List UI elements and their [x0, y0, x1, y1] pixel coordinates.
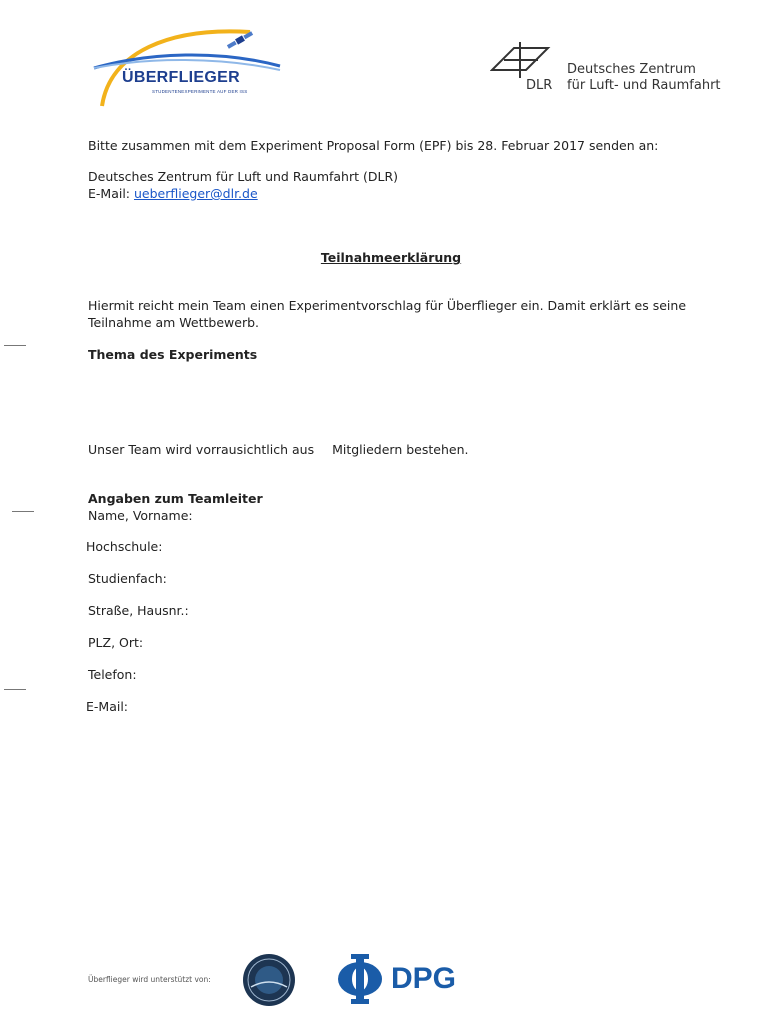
margin-mark — [12, 511, 34, 512]
dpg-wordmark: DPG — [391, 962, 457, 995]
dpg-logo — [333, 951, 463, 1007]
submission-instruction: Bitte zusammen mit dem Experiment Proposal Form (EPF) bis 28. Februar 2017 senden an: — [88, 138, 659, 153]
recipient-organization: Deutsches Zentrum für Luft und Raumfahrt (DLR) — [88, 169, 399, 184]
dlr-emblem-icon — [490, 40, 560, 80]
margin-mark — [4, 345, 26, 346]
field-email: E-Mail: — [86, 699, 129, 714]
leader-heading: Angaben zum Teamleiter — [88, 491, 263, 506]
team-size-suffix: Mitgliedern bestehen. — [332, 442, 469, 457]
form-title: Teilnahmeerklärung — [320, 250, 462, 265]
statement-line-2: Teilnahme am Wettbewerb. — [88, 315, 260, 330]
email-label: E-Mail: — [88, 186, 134, 201]
sponsor-seal-logo — [241, 953, 297, 1007]
dlr-name-line2: für Luft- und Raumfahrt — [567, 78, 721, 93]
field-phone: Telefon: — [88, 667, 137, 682]
recipient-email-line — [88, 185, 258, 202]
team-size-sentence — [88, 441, 469, 458]
field-street: Straße, Hausnr.: — [88, 603, 189, 618]
statement-line-1: Hiermit reicht mein Team einen Experimentvorschlag für Überflieger ein. Damit erklärt es seine — [88, 298, 687, 313]
ueberflieger-arc-graphic — [90, 22, 290, 112]
ueberflieger-wordmark: ÜBERFLIEGER — [122, 69, 240, 86]
dlr-name-line1: Deutsches Zentrum — [567, 62, 696, 77]
team-size-prefix: Unser Team wird vorrausichtlich aus — [88, 442, 315, 457]
dlr-logo — [490, 40, 740, 100]
field-name: Name, Vorname: — [88, 508, 193, 523]
ueberflieger-tagline: STUDENTENEXPERIMENTE AUF DER ISS — [152, 89, 248, 94]
topic-heading: Thema des Experiments — [88, 347, 258, 362]
field-postcode-city: PLZ, Ort: — [88, 635, 144, 650]
field-university: Hochschule: — [86, 539, 163, 554]
email-link[interactable]: ueberflieger@dlr.de — [133, 186, 258, 201]
field-subject: Studienfach: — [88, 571, 167, 586]
sponsor-note: Überflieger wird unterstützt von: — [88, 975, 211, 984]
dlr-abbreviation: DLR — [526, 78, 553, 93]
margin-mark — [4, 689, 26, 690]
ueberflieger-logo — [90, 22, 290, 112]
